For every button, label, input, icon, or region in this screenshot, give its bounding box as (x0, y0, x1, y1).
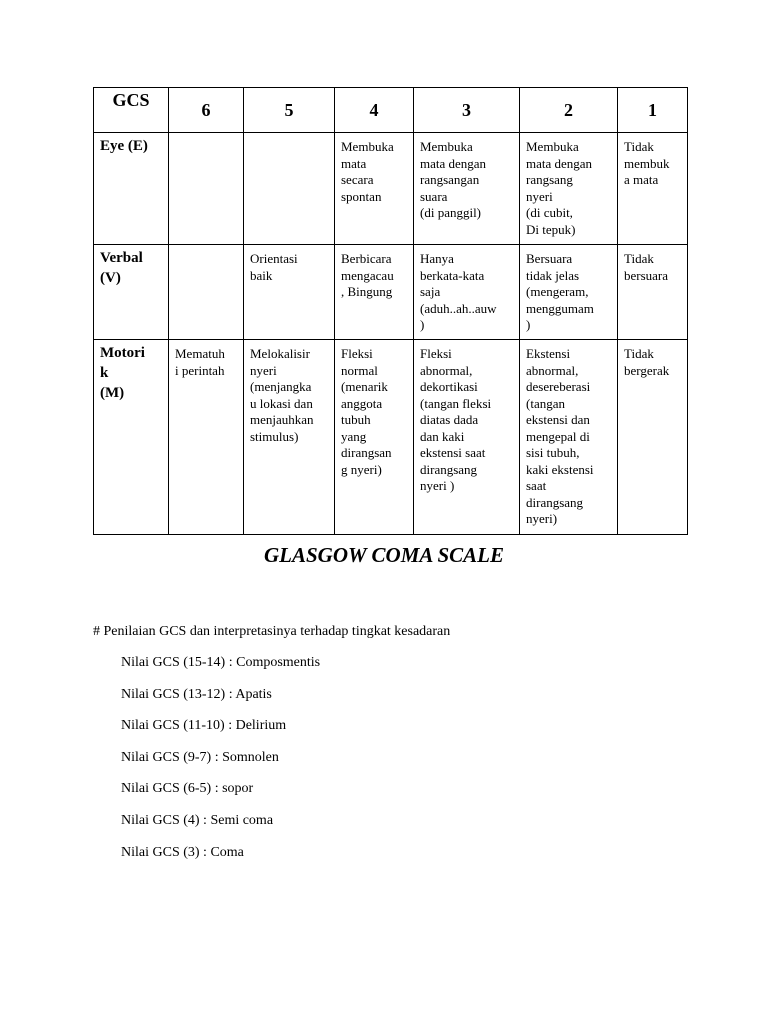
score-header-5: 5 (244, 88, 335, 133)
score-header-3: 3 (414, 88, 520, 133)
list-item: Nilai GCS (11-10) : Delirium (121, 718, 287, 734)
list-item: Nilai GCS (15-14) : Composmentis (121, 655, 321, 670)
eye-cell-3: Membuka mata dengan rangsangan suara (di panggil) (414, 133, 520, 245)
eye-row (94, 133, 688, 245)
verbal-cell-2: Bersuara tidak jelas (mengeram, menggumam ) (520, 245, 618, 340)
eye-cell-4: Membuka mata secara spontan (335, 133, 414, 245)
interpretation-heading: # Penilaian GCS dan interpretasinya terhadap tingkat kesadaran (93, 624, 451, 639)
motorik-cell-2: Ekstensi abnormal, desereberasi (tangan ekstensi dan mengepal di sisi tubuh, kaki ekstensi saat dirangsang nyeri) (520, 340, 618, 535)
motorik-cell-5: Melokalisir nyeri (menjangka u lokasi dan menjauhkan stimulus) (244, 340, 335, 535)
eye-row-label: Eye (E) (94, 133, 169, 245)
gcs-corner-cell: GCS (94, 88, 169, 133)
score-header-6: 6 (169, 88, 244, 133)
verbal-cell-4: Berbicara mengacau , Bingung (335, 245, 414, 340)
motorik-cell-1: Tidak bergerak (618, 340, 688, 535)
eye-cell-1: Tidak membuk a mata (618, 133, 688, 245)
score-header-4: 4 (335, 88, 414, 133)
verbal-cell-5: Orientasi baik (244, 245, 335, 340)
verbal-row-label: Verbal (V) (94, 245, 169, 340)
list-item: Nilai GCS (6-5) : sopor (121, 781, 254, 797)
verbal-cell-6 (169, 245, 244, 340)
score-header-2: 2 (520, 88, 618, 133)
motorik-cell-4: Fleksi normal (menarik anggota tubuh yang dirangsan g nyeri) (335, 340, 414, 535)
list-item: Nilai GCS (4) : Semi coma (121, 812, 274, 828)
verbal-row (94, 245, 688, 340)
eye-cell-6 (169, 133, 244, 245)
verbal-cell-3: Hanya berkata-kata saja (aduh..ah..auw ) (414, 245, 520, 340)
document-title: GLASGOW COMA SCALE (263, 543, 505, 567)
interpretation-list (121, 655, 320, 876)
eye-cell-2: Membuka mata dengan rangsang nyeri (di cubit, Di tepuk) (520, 133, 618, 245)
motorik-row-label: Motori k (M) (94, 340, 169, 535)
score-header-1: 1 (618, 88, 688, 133)
list-item: Nilai GCS (3) : Coma (121, 844, 244, 860)
motorik-cell-3: Fleksi abnormal, dekortikasi (tangan fleksi diatas dada dan kaki ekstensi saat dirangsang nyeri ) (414, 340, 520, 535)
eye-cell-5 (244, 133, 335, 245)
verbal-cell-1: Tidak bersuara (618, 245, 688, 340)
list-item: Nilai GCS (13-12) : Apatis (121, 686, 272, 702)
gcs-header-row (94, 88, 688, 133)
gcs-table (93, 87, 688, 535)
motorik-cell-6: Mematuh i perintah (169, 340, 244, 535)
motorik-row (94, 340, 688, 535)
list-item: Nilai GCS (9-7) : Somnolen (121, 749, 279, 765)
